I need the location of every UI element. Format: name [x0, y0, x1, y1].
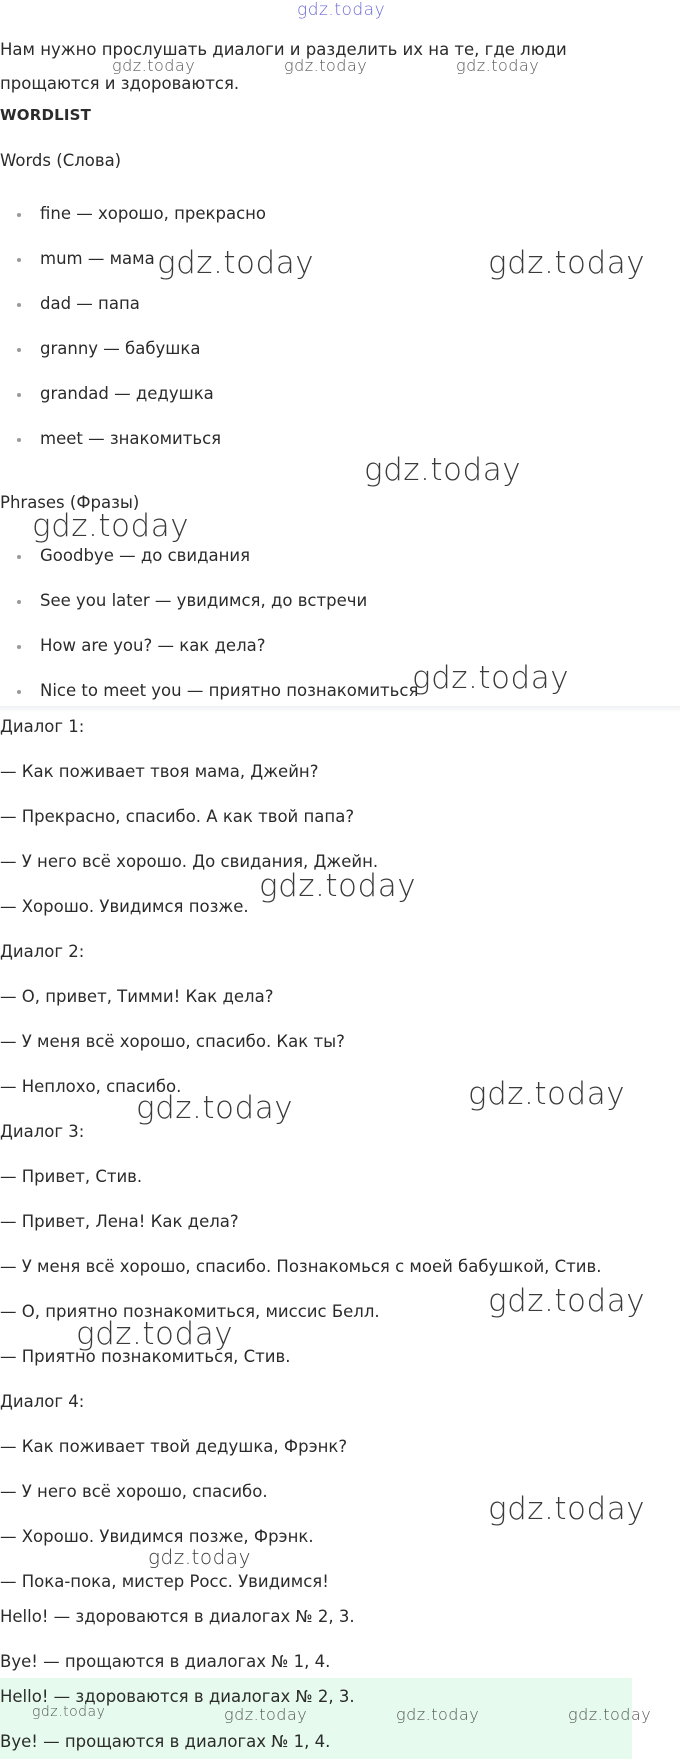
dialogue-line: — Хорошо. Увидимся позже, Фрэнк. — [0, 1527, 314, 1546]
dialogue-line: — У него всё хорошо. До свидания, Джейн. — [0, 852, 379, 871]
dialogue-line: — Как поживает твой дедушка, Фрэнк? — [0, 1437, 348, 1456]
dialogue-line: Диалог 1: — [0, 717, 85, 736]
intro-text: Нам нужно прослушать диалоги и разделить их на те, где люди прощаются и здороваются. — [0, 40, 567, 93]
word-item: fine — хорошо, прекрасно — [40, 204, 267, 223]
bullet-dot — [17, 258, 21, 262]
bullet-dot — [17, 438, 21, 442]
watermark: gdz.today — [488, 1491, 646, 1527]
watermark: gdz.today — [412, 660, 570, 696]
dialogue-line: — Неплохо, спасибо. — [0, 1077, 182, 1096]
bullet-dot — [17, 303, 21, 307]
result-line: Hello! — здороваются в диалогах № 2, 3. — [0, 1607, 355, 1626]
watermark: gdz.today — [224, 1705, 308, 1724]
phrase-item: Nice to meet you — приятно познакомиться — [40, 681, 419, 700]
watermark: gdz.today — [112, 56, 196, 75]
dialogue-line: — У него всё хорошо, спасибо. — [0, 1482, 268, 1501]
phrase-item: Goodbye — до свидания — [40, 546, 251, 565]
watermark: gdz.today — [396, 1705, 480, 1724]
bullet-dot — [17, 555, 21, 559]
dialogue-line: — Пока-пока, мистер Росс. Увидимся! — [0, 1572, 329, 1591]
dialogue-line: — Прекрасно, спасибо. А как твой папа? — [0, 807, 355, 826]
dialogue-line: — У меня всё хорошо, спасибо. Познакомься с моей бабушкой, Стив. — [0, 1257, 602, 1276]
answer-line: Hello! — здороваются в диалогах № 2, 3. — [0, 1687, 355, 1706]
word-item: dad — папа — [40, 294, 140, 313]
dialogue-line: — О, привет, Тимми! Как дела? — [0, 987, 274, 1006]
watermark: gdz.today — [568, 1705, 652, 1724]
dialogue-line: — Хорошо. Увидимся позже. — [0, 897, 249, 916]
phrase-item: See you later — увидимся, до встречи — [40, 591, 368, 610]
answer-line: Bye! — прощаются в диалогах № 1, 4. — [0, 1732, 331, 1751]
section-divider — [0, 706, 680, 712]
watermark-top: gdz.today — [297, 0, 386, 20]
dialogue-line: — Как поживает твоя мама, Джейн? — [0, 762, 319, 781]
dialogue-line: — Привет, Лена! Как дела? — [0, 1212, 239, 1231]
dialogue-line: — О, приятно познакомиться, миссис Белл. — [0, 1302, 380, 1321]
dialogue-line: Диалог 3: — [0, 1122, 85, 1141]
phrases-heading: Phrases (Фразы) — [0, 493, 140, 512]
dialogue-line: — Привет, Стив. — [0, 1167, 143, 1186]
bullet-dot — [17, 393, 21, 397]
watermark: gdz.today — [32, 508, 190, 544]
watermark: gdz.today — [157, 245, 315, 281]
dialogue-line: Диалог 2: — [0, 942, 85, 961]
watermark: gdz.today — [136, 1090, 294, 1126]
dialogue-line: — Приятно познакомиться, Стив. — [0, 1347, 291, 1366]
phrase-item: How are you? — как дела? — [40, 636, 266, 655]
bullet-dot — [17, 213, 21, 217]
word-item: granny — бабушка — [40, 339, 201, 358]
bullet-dot — [17, 690, 21, 694]
watermark: gdz.today — [468, 1076, 626, 1112]
watermark: gdz.today — [32, 1704, 106, 1720]
watermark: gdz.today — [148, 1545, 251, 1569]
watermark: gdz.today — [456, 56, 540, 75]
wordlist-heading: WORDLIST — [0, 106, 92, 124]
watermark: gdz.today — [76, 1316, 234, 1352]
word-item: grandad — дедушка — [40, 384, 214, 403]
result-line: Bye! — прощаются в диалогах № 1, 4. — [0, 1652, 331, 1671]
bullet-dot — [17, 348, 21, 352]
dialogue-line: — У меня всё хорошо, спасибо. Как ты? — [0, 1032, 345, 1051]
word-item: meet — знакомиться — [40, 429, 222, 448]
watermark: gdz.today — [364, 452, 522, 488]
word-item: mum — мама — [40, 249, 155, 268]
bullet-dot — [17, 600, 21, 604]
bullet-dot — [17, 645, 21, 649]
watermark: gdz.today — [284, 56, 368, 75]
watermark: gdz.today — [488, 1283, 646, 1319]
watermark: gdz.today — [488, 245, 646, 281]
dialogue-line: Диалог 4: — [0, 1392, 85, 1411]
words-heading: Words (Слова) — [0, 151, 122, 170]
watermark: gdz.today — [259, 868, 417, 904]
